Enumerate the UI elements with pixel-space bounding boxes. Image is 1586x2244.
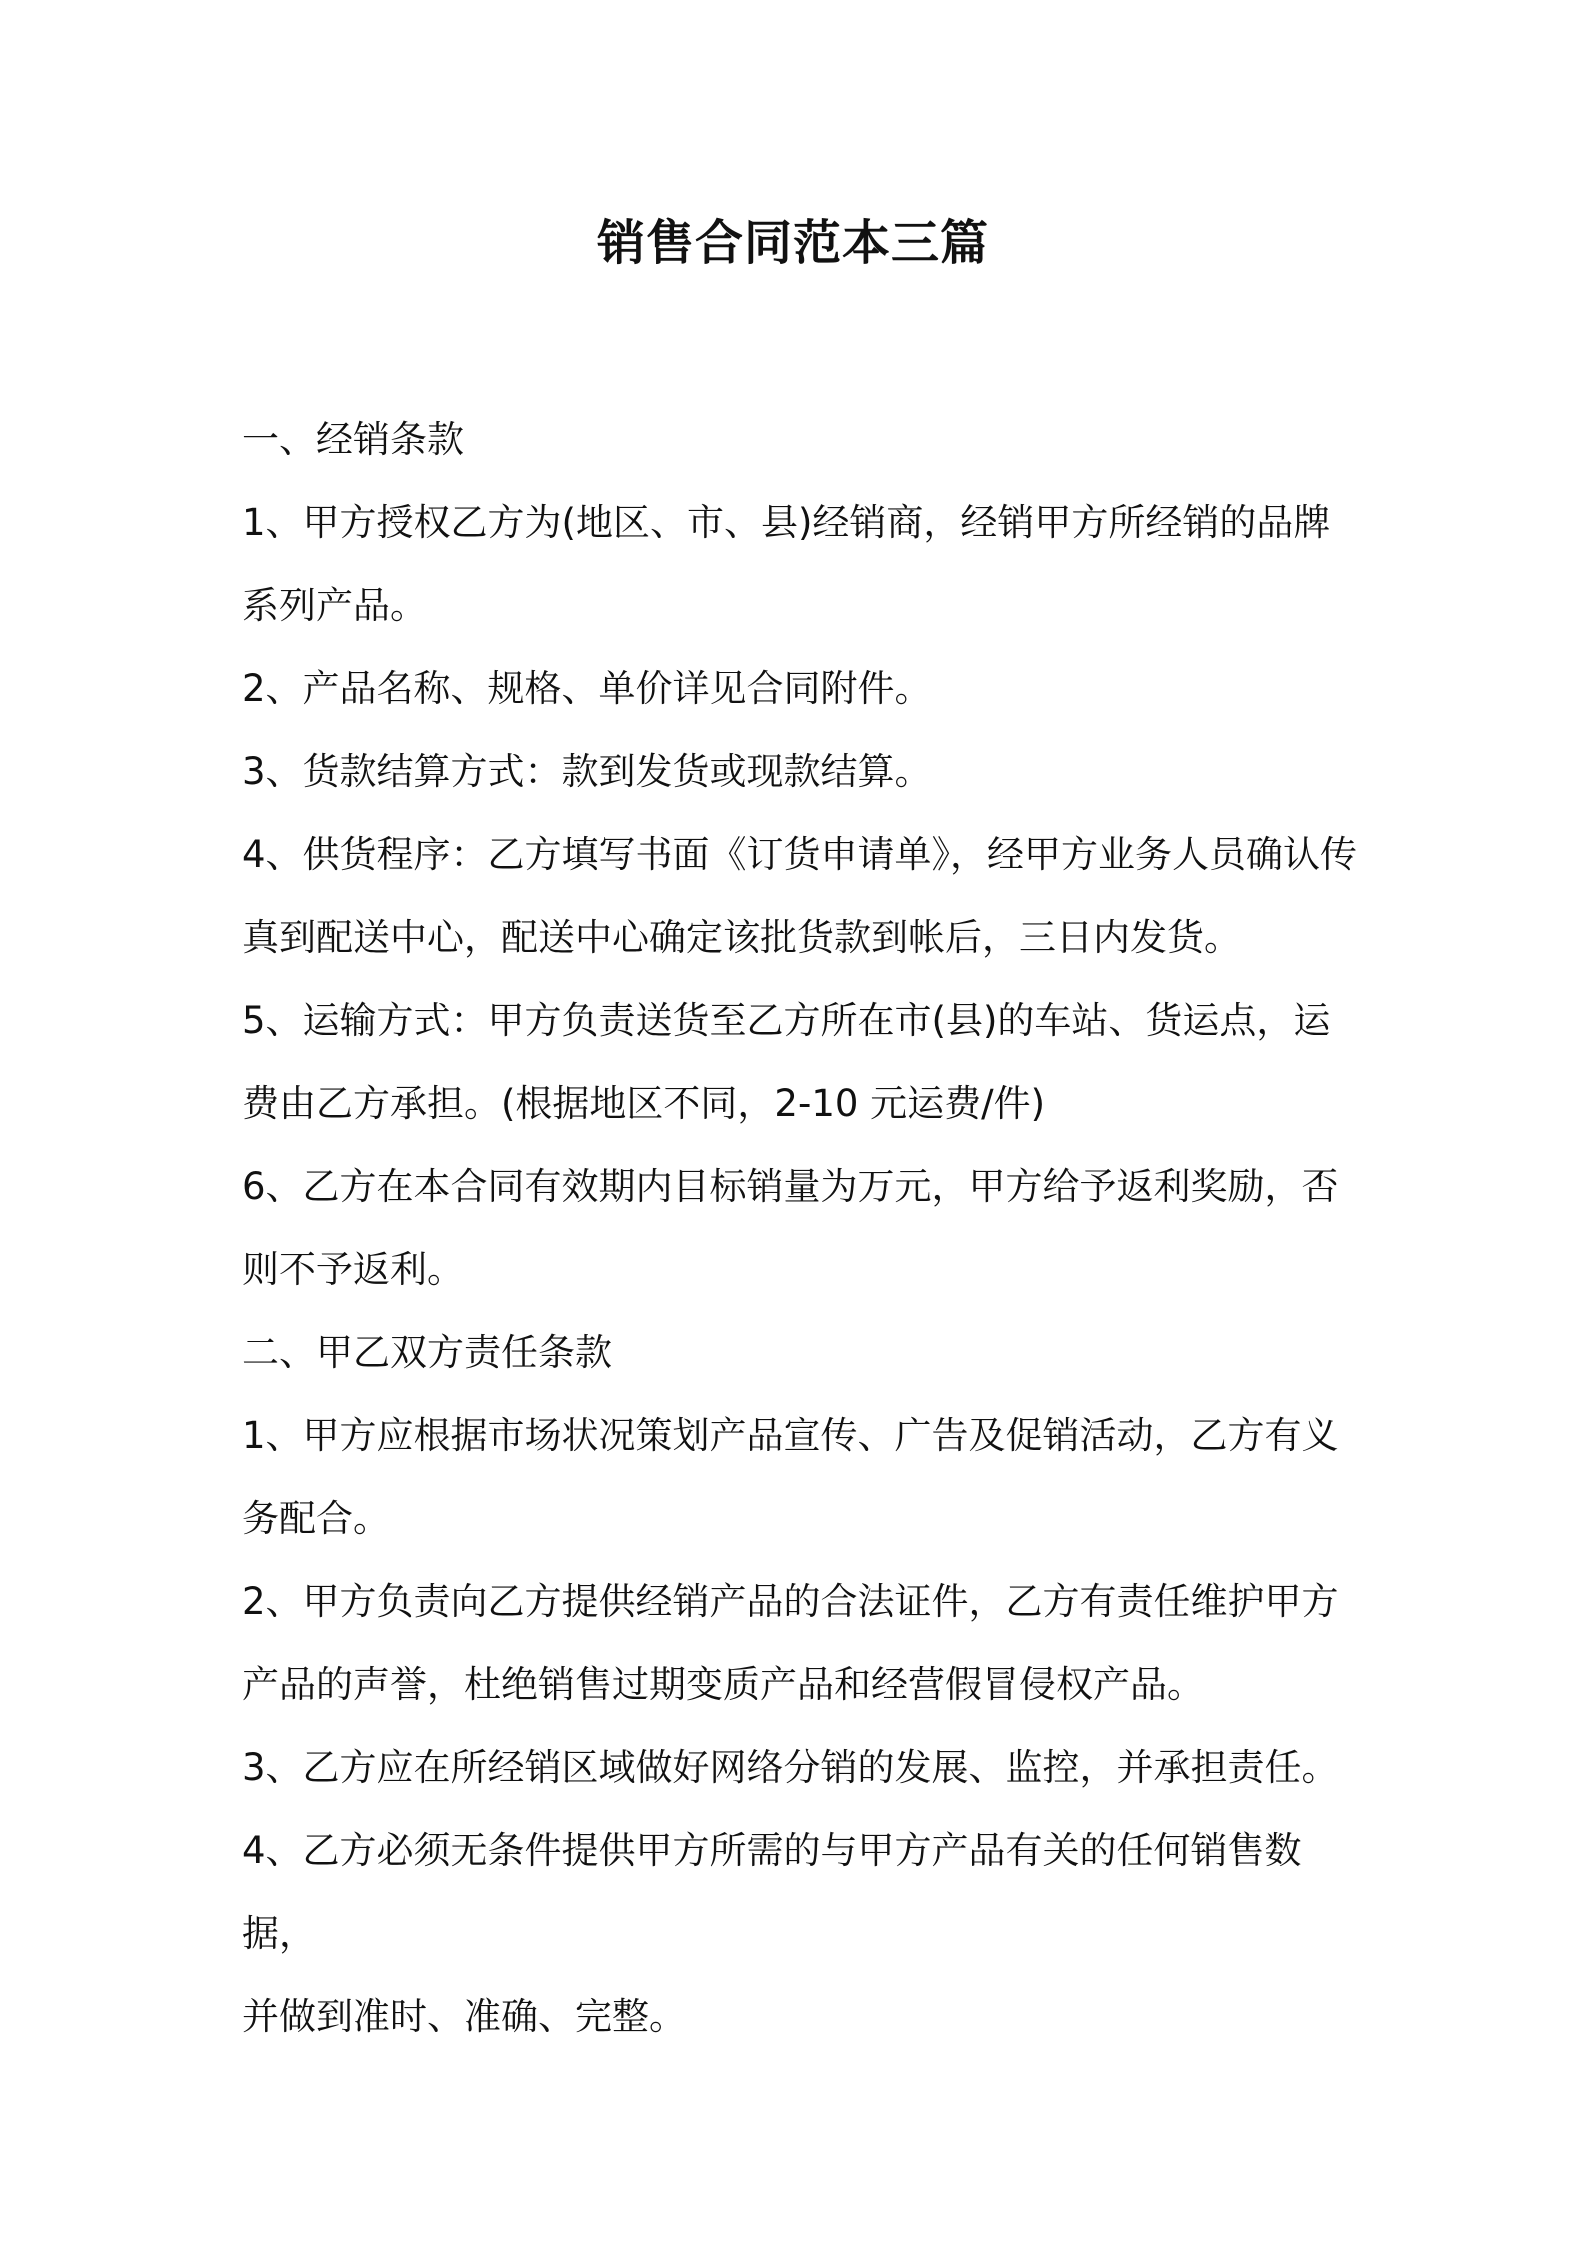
- document-title: 销售合同范本三篇: [596, 215, 989, 271]
- clause-paragraph: 1、甲方授权乙方为(地区、市、县)经销商，经销甲方所经销的品牌 系列产品。: [242, 501, 1331, 627]
- clause-paragraph: 5、运输方式：甲方负责送货至乙方所在市(县)的车站、货运点，运 费由乙方承担。(根据地区不同，2-10 元运费/件): [242, 999, 1331, 1125]
- clause-paragraph: 3、货款结算方式：款到发货或现款结算。: [242, 750, 932, 793]
- clause-paragraph: 6、乙方在本合同有效期内目标销量为万元，甲方给予返利奖励，否 则不予返利。: [242, 1165, 1339, 1291]
- clause-paragraph: 3、乙方应在所经销区域做好网络分销的发展、监控，并承担责任。: [242, 1746, 1339, 1789]
- clause-paragraph: 1、甲方应根据市场状况策划产品宣传、广告及促销活动，乙方有义 务配合。: [242, 1414, 1339, 1540]
- clause-paragraph: 2、甲方负责向乙方提供经销产品的合法证件，乙方有责任维护甲方 产品的声誉，杜绝销售过期变质产品和经营假冒侵权产品。: [242, 1580, 1339, 1706]
- document-body: [242, 398, 1362, 2058]
- section-heading: 二、甲乙双方责任条款: [242, 1331, 612, 1374]
- clause-paragraph: 2、产品名称、规格、单价详见合同附件。: [242, 667, 932, 710]
- clause-paragraph: 4、供货程序：乙方填写书面《订货申请单》，经甲方业务人员确认传 真到配送中心，配送中心确定该批货款到帐后，三日内发货。: [242, 833, 1358, 959]
- clause-paragraph: 4、乙方必须无条件提供甲方所需的与甲方产品有关的任何销售数据， 并做到准时、准确、完整。: [242, 1829, 1302, 2038]
- section-heading: 一、经销条款: [242, 418, 464, 461]
